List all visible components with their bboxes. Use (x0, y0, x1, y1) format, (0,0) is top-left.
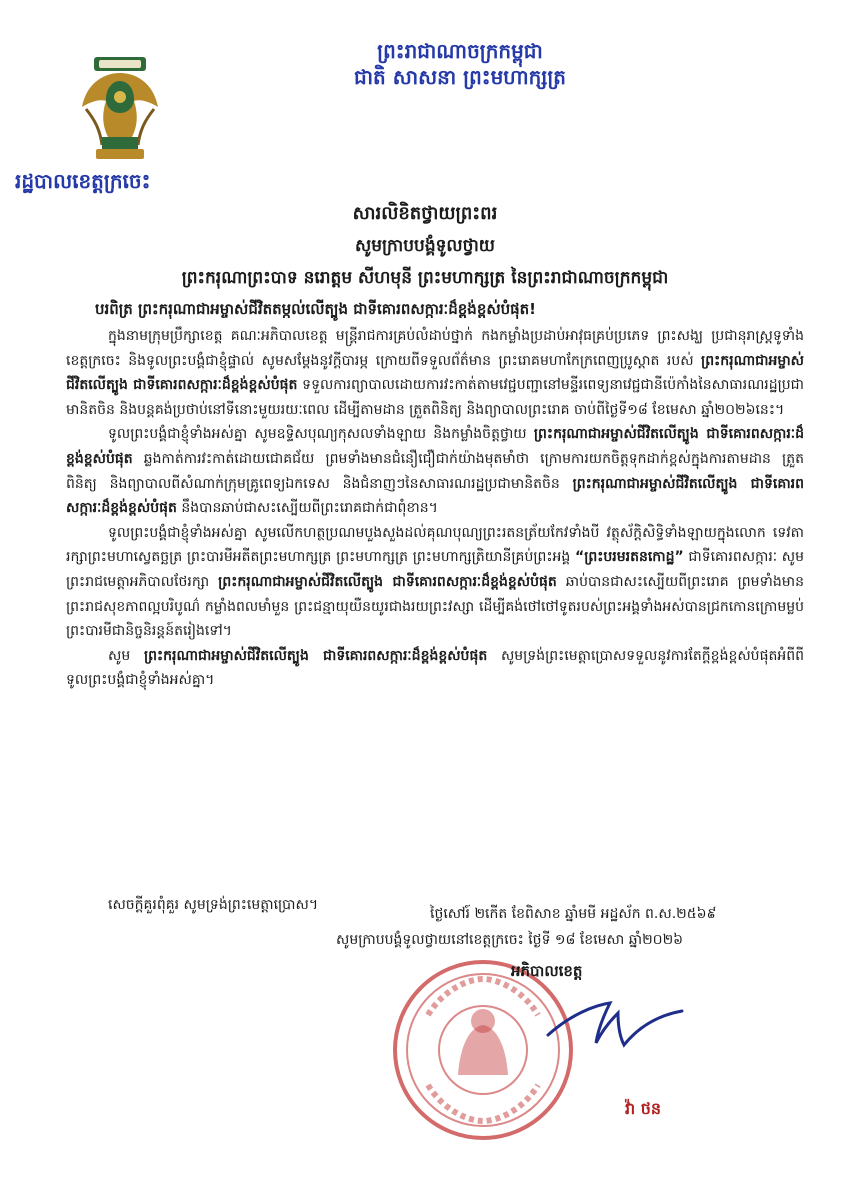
p4-text-c: សូមទ្រង់ព្រះមេត្តាប្រោសទទួលនូវការតែក្តីខ្ពង់ខ្ពស់បំផុតអំពីពីទូលព្រះបង្គំជាខ្ញុំទាំងអស់គ្នា។ (66, 647, 804, 689)
paragraph-2 (66, 422, 804, 520)
p1-text-c: ទទួលការព្យាបាលដោយការវះកាត់តាមវេជ្ជបញ្ជានៅមន្ទីរពេទ្យនាវេជ្ជជានីប៉េកាំងនៃសាធារណរដ្ឋប្រជាមានិតចិន និងបន្តគង់ប្រថាប់នៅទីនោះមួយរយៈពេល ដើម្បីតាមដាន ត្រួតពិនិត្យ និងព្យាបាលព្រះរោគ ចាប់ពីថ្ងៃទី១៨ ខែមេសា ឆ្នាំ២០២៦នេះ។ (66, 377, 805, 418)
p4-text-b: ព្រះករុណាជាអម្ចាស់ជីវិតលើត្បូង ជាទីគោរពសក្ការៈដ៏ខ្ពង់ខ្ពស់បំផុត (143, 647, 488, 664)
letter-body (66, 324, 804, 693)
p1-text-a: ក្នុងនាមក្រុមប្រឹក្សាខេត្ត គណៈអភិបាលខេត្ត មន្ត្រីរាជការគ្រប់លំដាប់ថ្នាក់ កងកម្លាំងប្រដាប់អាវុធគ្រប់ប្រភេទ ព្រះសង្ឃ ប្រជានុរាស្ត្រទូទាំងខេត្តក្រចេះ និងទូលព្រះបង្គំជាខ្ញុំផ្ទាល់ សូមសម្តែងនូវក្តីបារម្ភ ក្រោយពីទទួលព័ត៌មាន ព្រះរោគមហាកែក្រពេញប្រូស្តាត របស់ (66, 328, 804, 369)
place-and-date: សូមក្រាបបង្គំទូលថ្វាយនៅខេត្តក្រចេះ ថ្ងៃទី ១៨ ខែមេសា ឆ្នាំ២០២៦ (336, 932, 684, 948)
document-type: សារលិខិតថ្វាយព្រះពរ (352, 203, 498, 224)
paragraph-4 (66, 644, 804, 693)
p2-text-a: ទូលព្រះបង្គំជាខ្ញុំទាំងអស់គ្នា សូមឧទ្ទិសបុណ្យកុសលទាំងឡាយ និងកម្លាំងចិត្តថ្វាយ (108, 426, 534, 443)
p3-text-b: “ព្រះបរមរតនកោដ្ឋ” (575, 549, 684, 566)
kingdom-header (250, 38, 670, 90)
closing-phrase: សេចក្តីគួរពុំគួរ សូមទ្រង់ព្រះមេត្តាប្រោស។ (108, 897, 319, 913)
p2-text-d: ព្រះករុណាជាអម្ចាស់ជីវិតលើត្បូង ជាទីគោរពសក្ការៈដ៏ខ្ពង់ខ្ពស់បំផុត (66, 475, 804, 517)
p2-text-e: នឹងបានឆាប់ជាសះស្បើយពីព្រះរោគជាក់ជាពុំខាន។ (176, 500, 438, 517)
p2-text-b: ព្រះករុណាជាអម្ចាស់ជីវិតលើត្បូង ជាទីគោរពសក្ការៈដ៏ខ្ពង់ខ្ពស់បំផុត (66, 426, 804, 467)
p3-text-c: ជាទីគោរពសក្ការៈ សូមព្រះរាជមេត្តាអភិបាលថែរក្សា (66, 549, 804, 590)
letter-titles (40, 198, 810, 324)
kingdom-name: ព្រះរាជាណាចក្រកម្ពុជា (377, 39, 543, 63)
p1-text-b: ព្រះករុណាជាអម្ចាស់ជីវិតលើត្បូង ជាទីគោរពសក្ការៈដ៏ខ្ពង់ខ្ពស់បំផុត (66, 352, 804, 394)
p3-text-d: ព្រះករុណាជាអម្ចាស់ជីវិតលើត្បូង ជាទីគោរពសក្ការៈដ៏ខ្ពង់ខ្ពស់បំផុត (218, 573, 557, 590)
paragraph-3 (66, 521, 804, 644)
p4-text-a: សូម (108, 647, 144, 664)
handwritten-signature-icon (540, 985, 690, 1055)
salutation: សូមក្រាបបង្គំទូលថ្វាយ (355, 236, 495, 256)
lunar-date: ថ្ងៃសៅរ៍ ២កើត ខែពិសាខ ឆ្នាំមមី អដ្ឋស័ក ព.ស.២៥៦៩ (430, 906, 717, 922)
provincial-emblem-icon (72, 55, 168, 163)
governor-title: អភិបាលខេត្ត (511, 962, 583, 980)
national-motto: ជាតិ សាសនា ព្រះមហាក្សត្រ (354, 65, 566, 89)
p2-text-c: ឆ្លងកាត់ការវះកាត់ដោយជោគជ័យ ព្រមទាំងមានជំនឿជឿជាក់យ៉ាងមុតមាំថា ក្រោមការយកចិត្តទុកដាក់ខ្ពស់ក្នុងការតាមដាន ត្រួតពិនិត្យ និងព្យាបាលពីសំណាក់ក្រុមគ្រូពេទ្យឯកទេស និងជំនាញៗនៃសាធារណរដ្ឋប្រជាមានិតចិន (66, 450, 804, 492)
paragraph-1 (66, 324, 804, 422)
addressee-king: ព្រះករុណាព្រះបាទ នរោត្តម សីហមុនី ព្រះមហាក្សត្រ នៃព្រះរាជាណាចក្រកម្ពុជា (181, 268, 669, 288)
signer-name: វ៉ា ថន (625, 1099, 662, 1118)
p3-text-a: ទូលព្រះបង្គំជាខ្ញុំទាំងអស់គ្នា សូមលើកហត្ថប្រណមបួងសួងដល់គុណបុណ្យព្រះរតនត្រ័យកែវទាំងបី វត្ថុស័ក្តិសិទ្ធិទាំងឡាយក្នុងលោក ទេវតារក្សាព្រះមហាស្វេតច្ឆត្រ ព្រះបារមីអតីតព្រះមហាក្សត្រ ព្រះមហាក្សត្រ ព្រះមហាក្សត្រិយានីគ្រប់ព្រះអង្គ (66, 524, 804, 566)
addressee-honorific: បរពិត្រ ព្រះករុណាជាអម្ចាស់ជីវិតតម្កល់លើត្បូង ជាទីគោរពសក្ការៈដ៏ខ្ពង់ខ្ពស់បំផុត! (95, 300, 537, 318)
provincial-administration: រដ្ឋបាលខេត្តក្រចេះ (15, 169, 151, 193)
p3-text-e: ឆាប់បានជាសះស្បើយពីព្រះរោគ ព្រមទាំងមានព្រះរាជសុខភាពល្អបរិបូណ៌ កម្លាំងពលមាំមួន ព្រះជន្មាយុយឺនយូរជាងរយព្រះវស្សា ដើម្បីគង់ថៅថៅទូតរបស់ព្រះអង្គទាំងអស់បានជ្រកកោនក្រោមម្លប់ព្រះបារមីជានិច្ចនិរន្តន៍តរៀងទៅ។ (66, 573, 804, 640)
